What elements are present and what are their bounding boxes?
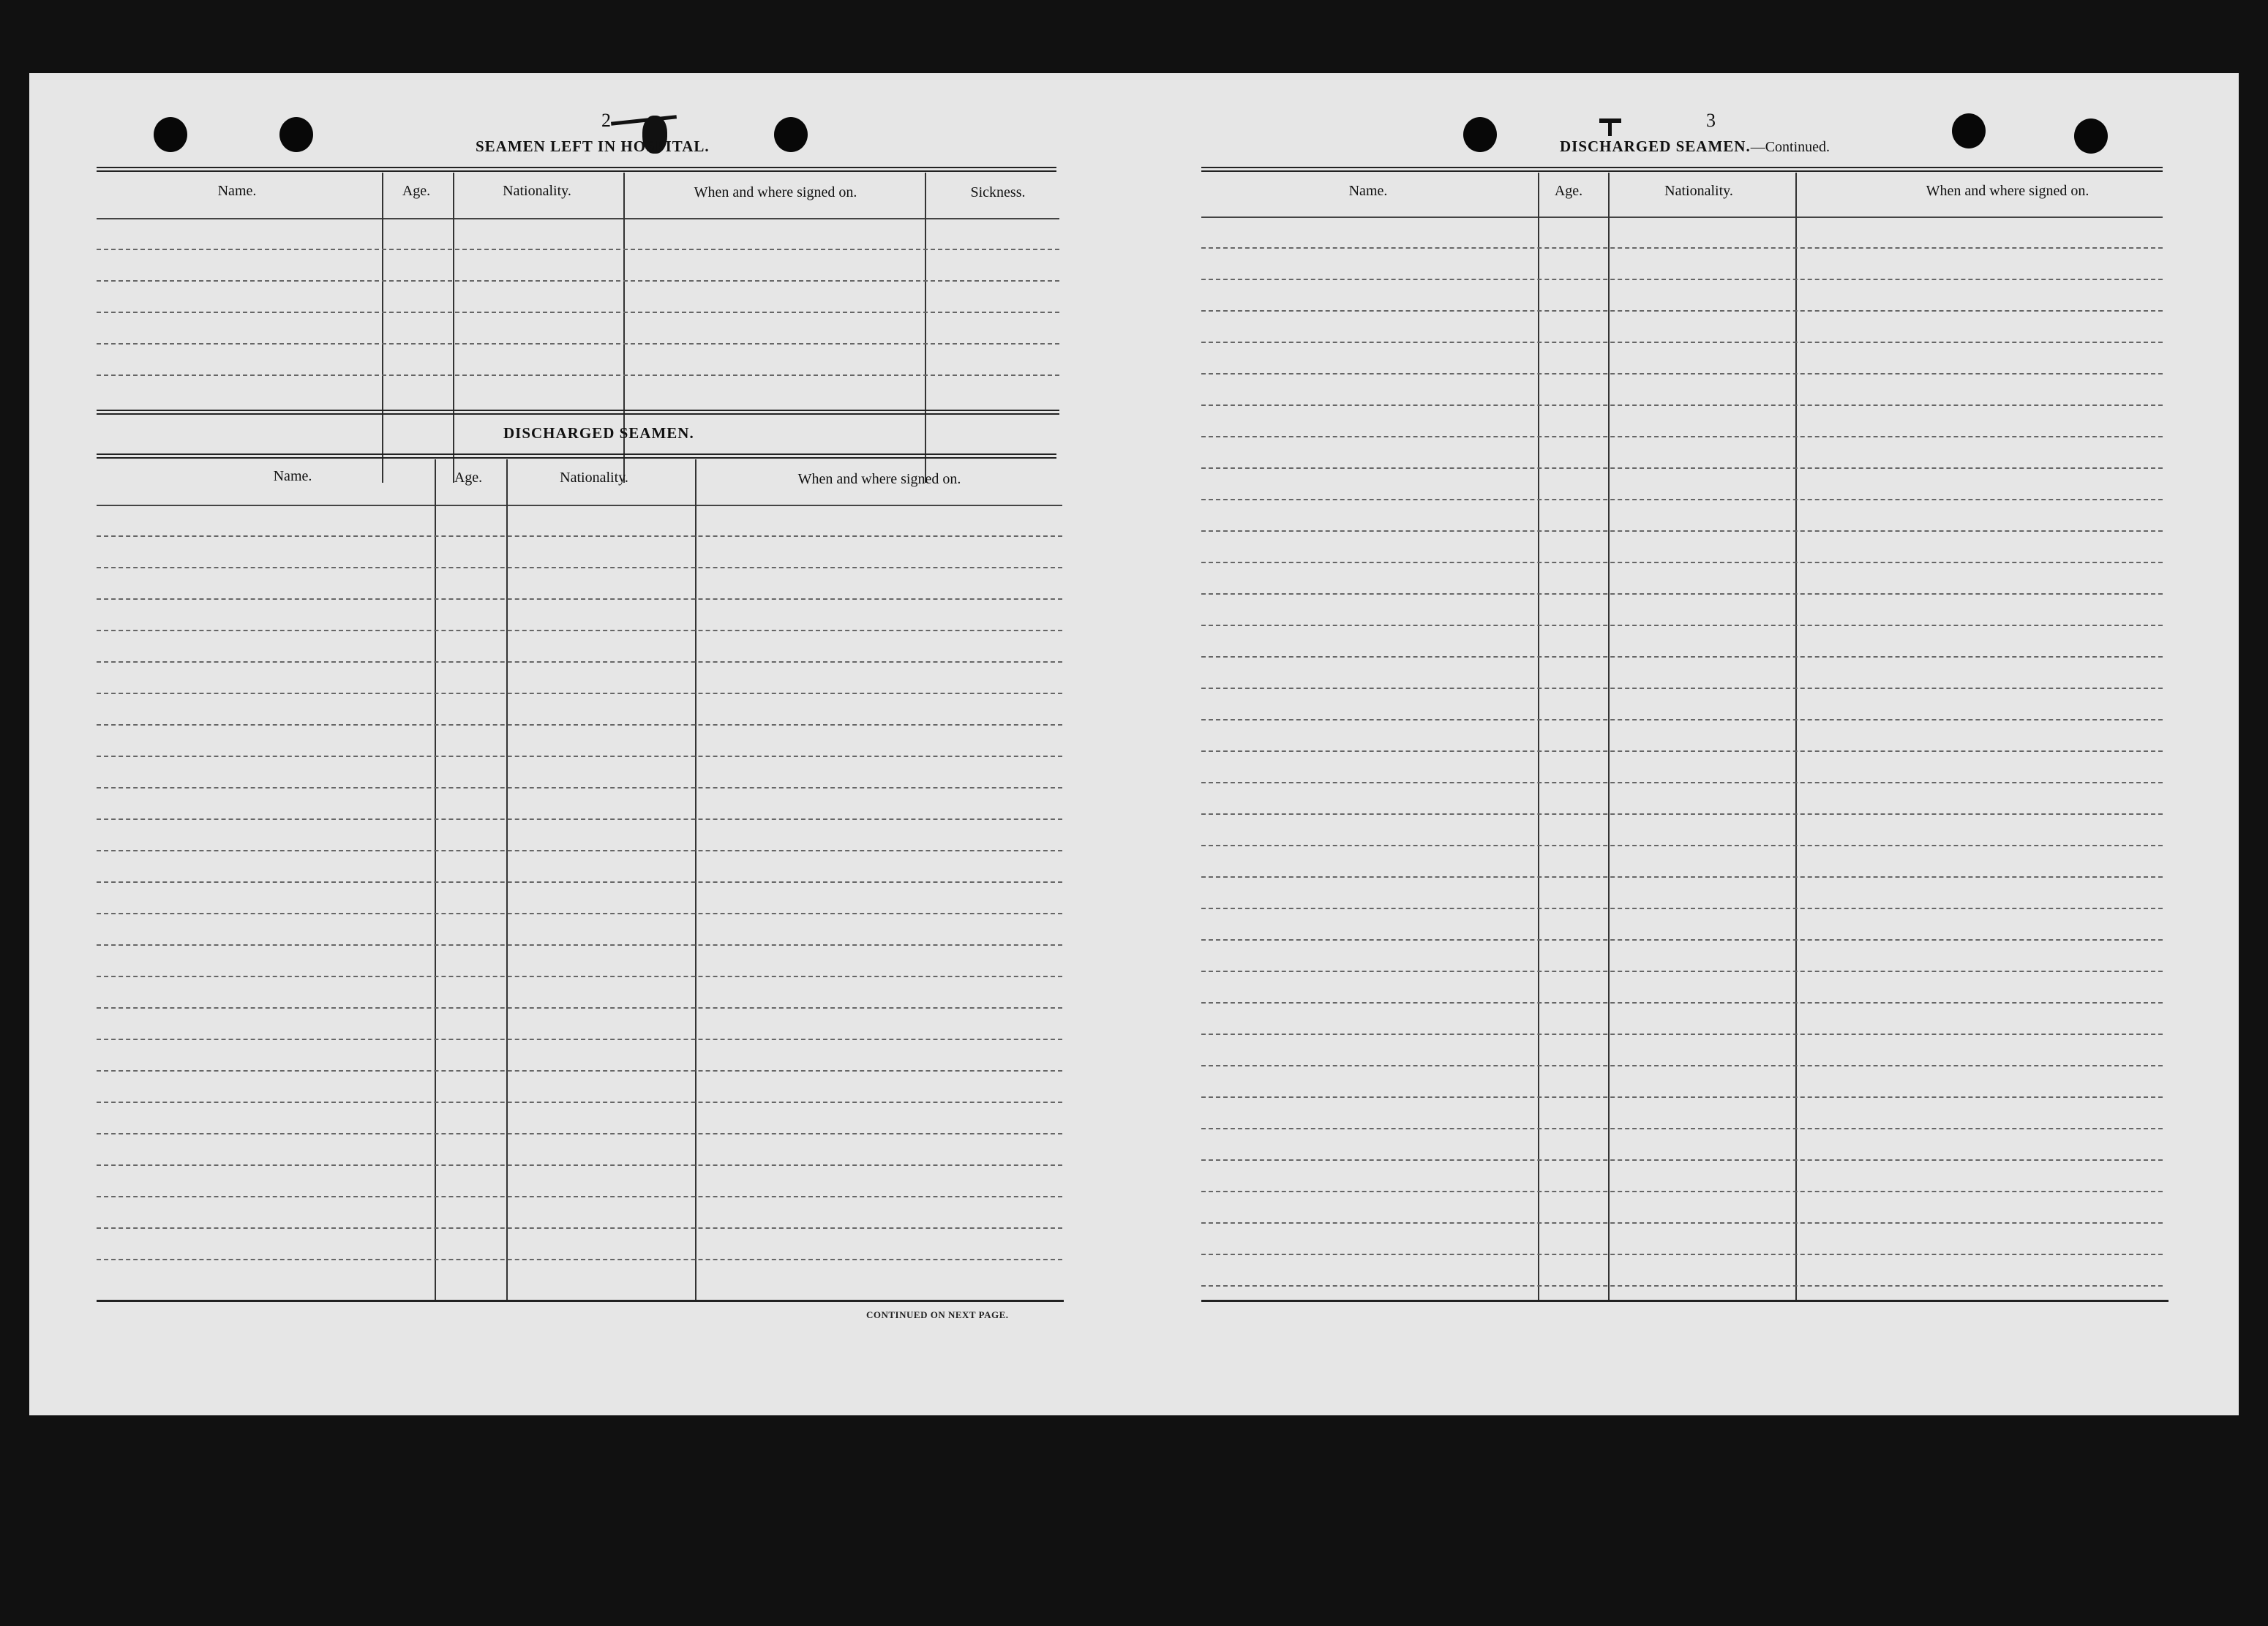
ruled-entry-line: [97, 1039, 1062, 1040]
ruled-entry-line: [1201, 1222, 2163, 1224]
column-header-signed-on: When and where signed on.: [797, 471, 961, 487]
ruled-entry-line: [1201, 1128, 2163, 1129]
column-header-signed-on: When and where signed on.: [694, 184, 857, 200]
hospital-top-rule: [97, 167, 1056, 172]
continued-note: CONTINUED ON NEXT PAGE.: [866, 1309, 1009, 1320]
ruled-entry-line: [1201, 876, 2163, 878]
ruled-entry-line: [97, 343, 1059, 345]
discharged-top-rule: [97, 453, 1056, 459]
ruled-entry-line: [1201, 1034, 2163, 1035]
ruled-entry-line: [97, 1164, 1062, 1166]
ruled-entry-line: [1201, 310, 2163, 312]
column-header-name: Name.: [1348, 183, 1388, 199]
discharged-column-divider: [695, 459, 696, 1301]
ruled-entry-line: [97, 1102, 1062, 1103]
continued-suffix: —Continued.: [1750, 139, 1830, 155]
ruled-entry-line: [97, 630, 1062, 631]
ruled-entry-line: [1201, 1065, 2163, 1066]
ruled-entry-line: [1201, 279, 2163, 280]
column-header-age: Age.: [402, 183, 431, 199]
ruled-entry-line: [97, 1259, 1062, 1260]
column-header-name: Name.: [217, 183, 257, 199]
ruled-entry-line: [97, 787, 1062, 788]
ruled-entry-line: [1201, 373, 2163, 374]
ruled-entry-line: [97, 312, 1059, 313]
ruled-entry-line: [1201, 1285, 2163, 1287]
ruled-entry-line: [1201, 719, 2163, 720]
ruled-entry-line: [97, 535, 1062, 537]
column-header-age: Age.: [1554, 183, 1583, 199]
ruled-entry-line: [1201, 971, 2163, 972]
discharged-column-divider: [435, 459, 436, 1301]
ruled-entry-line: [97, 1070, 1062, 1072]
ruled-entry-line: [97, 850, 1062, 851]
left-page: [97, 73, 1100, 1415]
column-header-sickness: Sickness.: [970, 184, 1026, 200]
ruled-entry-line: [1201, 625, 2163, 626]
ruled-entry-line: [1201, 845, 2163, 846]
ruled-entry-line: [97, 724, 1062, 726]
ruled-entry-line: [1201, 656, 2163, 658]
column-header-nationality: Nationality.: [503, 183, 571, 199]
ruled-entry-line: [1201, 782, 2163, 783]
hospital-bottom-rule: [97, 410, 1059, 415]
ruled-entry-line: [97, 881, 1062, 883]
ruled-entry-line: [97, 756, 1062, 757]
ruled-entry-line: [1201, 1191, 2163, 1192]
ruled-entry-line: [1201, 247, 2163, 249]
ruled-entry-line: [97, 818, 1062, 820]
ruled-entry-line: [97, 693, 1062, 694]
hospital-column-divider: [925, 173, 926, 483]
hospital-section-title: SEAMEN LEFT IN HOSPITAL.: [476, 138, 710, 155]
ruled-entry-line: [97, 1196, 1062, 1197]
ruled-entry-line: [1201, 593, 2163, 595]
ruled-entry-line: [1201, 499, 2163, 500]
ruled-entry-line: [97, 1007, 1062, 1009]
ruled-entry-line: [97, 976, 1062, 977]
ruled-entry-line: [1201, 688, 2163, 689]
ruled-entry-line: [97, 1133, 1062, 1134]
ruled-entry-line: [97, 249, 1059, 250]
discharged-section-title: DISCHARGED SEAMEN.: [503, 424, 694, 442]
ruled-entry-line: [97, 1227, 1062, 1229]
ruled-entry-line: [97, 913, 1062, 914]
ruled-entry-line: [97, 944, 1062, 946]
column-header-name: Name.: [273, 468, 312, 484]
ruled-entry-line: [1201, 436, 2163, 437]
discharged-column-divider: [506, 459, 508, 1301]
ruled-entry-line: [1201, 1096, 2163, 1098]
hospital-column-divider: [382, 173, 383, 483]
column-header-age: Age.: [454, 470, 483, 486]
ruled-entry-line: [1201, 750, 2163, 752]
ruled-entry-line: [1201, 939, 2163, 941]
ruled-entry-line: [1201, 813, 2163, 815]
hospital-header-underline: [97, 218, 1059, 219]
hospital-column-divider: [453, 173, 454, 483]
page-number: 2: [601, 110, 611, 131]
ruled-entry-line: [1201, 1254, 2163, 1255]
ruled-entry-line: [1201, 1002, 2163, 1004]
ruled-entry-line: [1201, 908, 2163, 909]
ruled-entry-line: [97, 661, 1062, 663]
column-header-nationality: Nationality.: [1664, 183, 1733, 199]
ruled-entry-line: [1201, 404, 2163, 406]
ruled-entry-line: [97, 280, 1059, 282]
ruled-entry-line: [97, 598, 1062, 600]
right-page: [1201, 73, 2205, 1415]
discharged-header-underline: [97, 505, 1062, 506]
ruled-entry-line: [1201, 342, 2163, 343]
continued-top-rule: [1201, 167, 2163, 172]
discharged-continued-title: [1560, 138, 1830, 156]
ledger-sheet: [29, 73, 2239, 1415]
ruled-entry-line: [1201, 467, 2163, 469]
ruled-entry-line: [1201, 530, 2163, 532]
discharged-bottom-rule: [97, 1300, 1064, 1302]
continued-bottom-rule: [1201, 1300, 2169, 1302]
discharged-continued-title-text: DISCHARGED SEAMEN.: [1560, 138, 1751, 155]
column-header-signed-on: When and where signed on.: [1926, 183, 2089, 199]
ruled-entry-line: [97, 374, 1059, 376]
page-number: 3: [1706, 110, 1716, 131]
ruled-entry-line: [1201, 562, 2163, 563]
continued-header-underline: [1201, 217, 2163, 218]
ruled-entry-line: [97, 567, 1062, 568]
ruled-entry-line: [1201, 1159, 2163, 1161]
column-header-nationality: Nationality.: [560, 470, 628, 486]
